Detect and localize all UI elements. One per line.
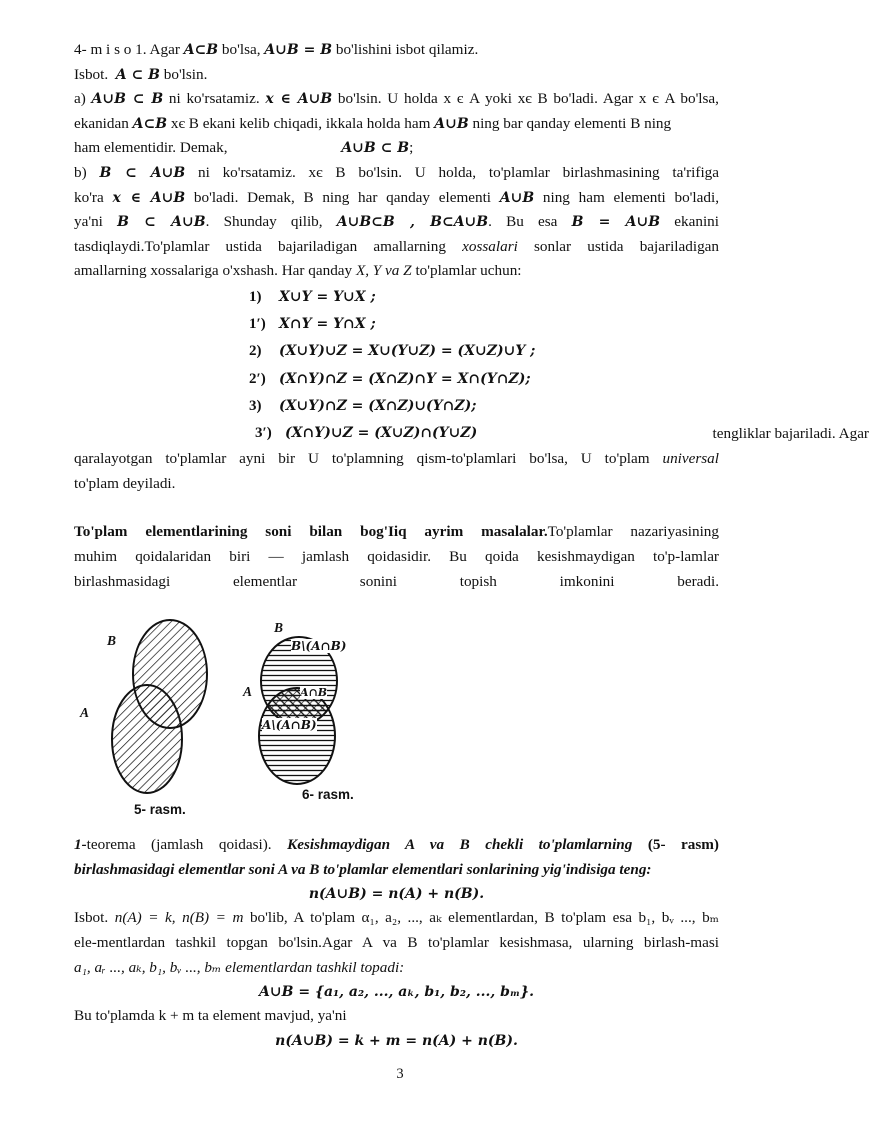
property-item: 2′) (X∩Y)∩Z = (X∩Z)∩Y = X∩(Y∩Z); bbox=[249, 370, 531, 387]
fig6-region-a-minus: A\(A∩B) bbox=[262, 718, 317, 733]
document-page bbox=[74, 38, 869, 1053]
union-formula: A∪B = {a₁, a₂, ..., aₖ, b₁, b₂, ..., bₘ}. bbox=[259, 984, 534, 1001]
venn-diagrams bbox=[74, 608, 404, 833]
proof-label: Isbot. bbox=[74, 65, 109, 83]
property-item: 1) X∪Y = Y∪X ; bbox=[249, 288, 376, 305]
fig5-set-a bbox=[112, 685, 182, 793]
proof2-paragraph bbox=[74, 906, 719, 980]
universal-line-2: to'plam deyiladi. bbox=[74, 474, 176, 492]
proof2-line-3: a₁, aᵣ ..., aₖ, b₁, bᵥ ..., bₘ elementlardan tashkil topadi: bbox=[74, 958, 405, 976]
section-line-1: To'plam elementlarining soni bilan bog'Iiq ayrim masalalar.To'plamlar nazariyasining bbox=[74, 523, 719, 541]
property-item: 1′) X∩Y = Y∩X ; bbox=[249, 316, 376, 333]
universal-set-paragraph bbox=[74, 447, 719, 496]
theorem-line-1: 1-teorema (jamlash qoidasi). Kesishmaydigan A va B chekli to'plamlarning (5- rasm) bbox=[74, 836, 719, 854]
property-item: 3′) (X∩Y)∪Z = (X∪Z)∩(Y∪Z) tengliklar bajariladi. Agar bbox=[255, 420, 719, 447]
part-a-line-3: ham elementidir. Demak, A∪B ⊂ B; bbox=[74, 139, 414, 157]
example-condition: A⊂B bbox=[183, 42, 219, 58]
fig6-caption: 6- rasm. bbox=[302, 787, 354, 803]
theorem-formula: n(A∪B) = n(A) + n(B). bbox=[308, 886, 485, 903]
proof2-line-1: Isbot. n(A) = k, n(B) = m bo'lib, A to'plam α₁, a₂, ..., aₖ elementlardan, B to'plam esa b₁, bᵥ ..., bₘ bbox=[74, 909, 719, 927]
section-line-3: birlashmasidagi elementlar sonini topish imkonini beradi. bbox=[74, 572, 719, 590]
part-a-line-2: ekanidan A⊂B xє B ekani kelib chiqadi, ikkala holda ham A∪B ning bar qanday elementi B ning bbox=[74, 114, 672, 132]
fig5-label-a: A bbox=[80, 705, 90, 721]
part-b bbox=[74, 161, 719, 284]
section-paragraph bbox=[74, 520, 719, 594]
set-properties-list bbox=[249, 284, 869, 447]
theorem-paragraph bbox=[74, 833, 719, 882]
proof2-line-4: Bu to'plamda k + m ta element mavjud, ya'ni bbox=[74, 1007, 347, 1025]
count-formula: n(A∪B) = k + m = n(A) + n(B). bbox=[275, 1032, 518, 1049]
section-line-2: muhim qoidalaridan biri — jamlash qoidasidir. Bu qoida kesishmaydigan to'p-lamlar bbox=[74, 547, 719, 565]
example-claim: A∪B = B bbox=[264, 42, 333, 58]
example-suffix: bo'lishini isbot qilamiz. bbox=[332, 41, 479, 58]
property-item: 2) (X∪Y)∪Z = X∪(Y∪Z) = (X∪Z)∪Y ; bbox=[249, 343, 536, 360]
proof-condition: A ⊂ B bbox=[115, 66, 160, 83]
example-statement bbox=[74, 38, 719, 63]
fig6-region-b-minus: B\(A∩B) bbox=[291, 639, 347, 654]
after-props-tail: tengliklar bajariladi. Agar bbox=[712, 424, 869, 442]
page-number: 3 bbox=[396, 1066, 404, 1082]
example-prefix: 4- m i s o 1. Agar bbox=[74, 41, 184, 58]
venn-figures bbox=[74, 608, 719, 833]
theorem-line-2: birlashmasidagi elementlar soni A va B to'plamlar elementlari sonlarining yig'indisiga teng: bbox=[74, 860, 652, 878]
part-a bbox=[74, 87, 719, 161]
fig6-label-a: A bbox=[243, 684, 253, 700]
universal-line-1: qaralayotgan to'plamlar ayni bir U to'plamning qism-to'plamlari bo'lsa, U to'plam universal bbox=[74, 450, 719, 468]
fig6-label-b: B bbox=[274, 620, 284, 636]
proof-intro bbox=[74, 63, 719, 88]
part-b-line-2: ko'ra x ∈ A∪B bo'ladi. Demak, B ning har qanday elementi A∪B ning ham elementi bo'ladi, bbox=[74, 188, 719, 206]
part-a-line-1: a) A∪B ⊂ B ni ko'rsatamiz. x ∈ A∪B bo'lsin. U holda x є A yoki xє B bo'ladi. Agar x є A bo'lsa, bbox=[74, 90, 719, 108]
proof-suffix: bo'lsin. bbox=[159, 65, 208, 83]
part-b-line-1: b) B ⊂ A∪B ni ko'rsatamiz. xє B bo'lsin. U holda, to'plamlar birlashmasining ta'rifiga bbox=[74, 163, 720, 181]
example-mid: bo'lsa, bbox=[218, 41, 265, 58]
property-item: 3) (X∪Y)∩Z = (X∩Z)∪(Y∩Z); bbox=[249, 397, 477, 414]
fig6-region-intersection: A∩B bbox=[300, 686, 328, 700]
part-b-line-3: ya'ni B ⊂ A∪B. Shunday qilib, A∪B⊂B , B⊂A∪B. Bu esa B = A∪B ekanini bbox=[74, 213, 719, 231]
part-b-line-4: tasdiqlaydi.To'plamlar ustida bajariladigan amallarning xossalari sonlar ustida bajariladigan bbox=[74, 237, 719, 255]
proof2-line-2: ele-mentlardan tashkil topgan bo'lsin.Agar A va B to'plamlar kesishmasa, ularning birlash-masi bbox=[74, 933, 719, 951]
fig5-caption: 5- rasm. bbox=[134, 802, 186, 818]
section-title: To'plam elementlarining soni bilan bog'Iiq ayrim masalalar. bbox=[74, 523, 548, 541]
part-b-line-5: amallarning xossalariga o'xshash. Har qanday X, Y va Z to'plamlar uchun: bbox=[74, 262, 522, 280]
fig5-label-b: B bbox=[107, 633, 117, 649]
